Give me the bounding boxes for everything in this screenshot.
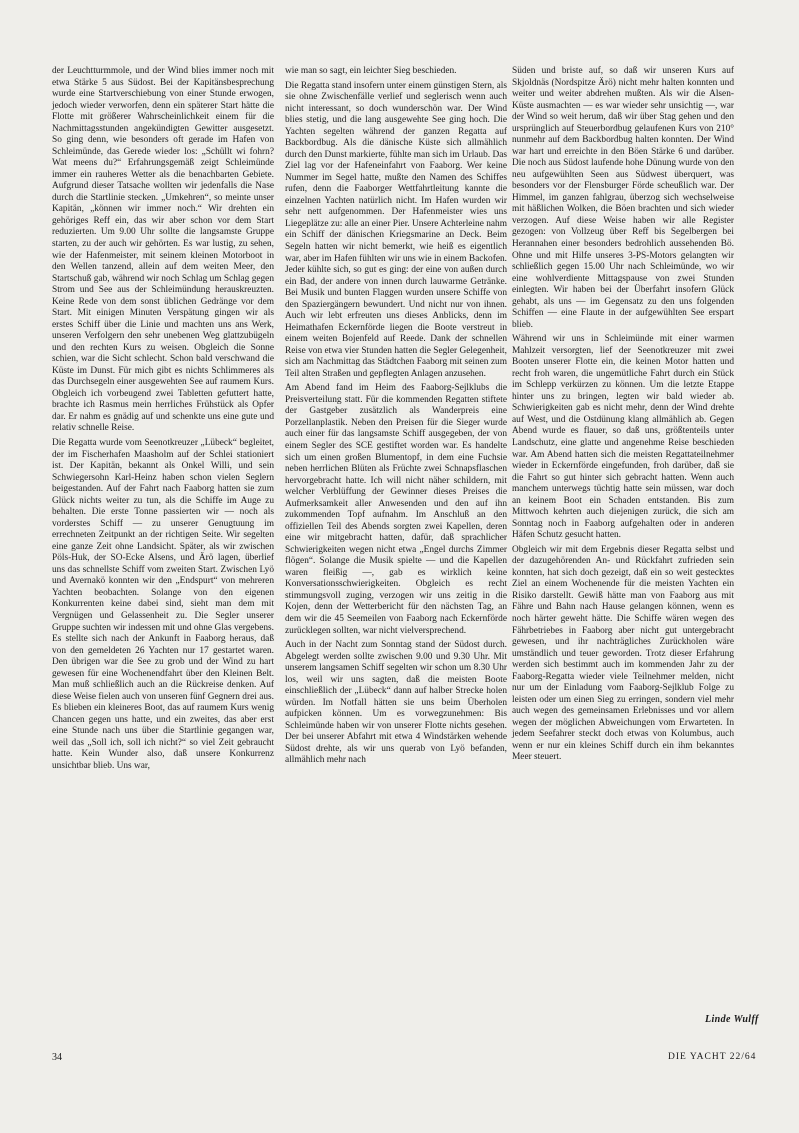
paragraph: Obgleich wir mit dem Ergebnis dieser Regatta selbst und der dazugehörenden An- und Rückfahrt zufrieden sein konnten, hat sich doch gezeigt, daß ein so weit gestecktes Ziel an einem Wochenende für die meisten Yachten ein Risiko darstellt. Gewiß hätte man von Faaborg aus mit Fähre und Bahn nach Hause gelangen können, wenn es noch härter geweht hätte. Die Schiffe wären wegen des Fährbetriebes in Faaborg aber nicht gut untergebracht gewesen, und ihr nachträgliches Zurückholen wäre umständlich und teuer geworden. Trotz dieser Erfahrung werden sich bestimmt auch im kommenden Jahr zu der Faaborg-Regatta wieder viele Teilnehmer melden, nicht nur um der Einladung vom Faaborg-Sejlklub Folge zu leisten oder um einen Sieg zu erringen, sondern viel mehr auch wegen des gemeinsamen Erlebnisses und vor allem wegen der möglichen Abweichungen vom Erwarteten. In jedem Seefahrer steckt doch etwas von Kolumbus, auch wenn er nur ein kleines Schiff durch ein ihm bekanntes Meer steuert.: [512, 544, 734, 763]
text-column-1: [52, 66, 274, 772]
paragraph: der Leuchtturmmole, und der Wind blies immer noch mit etwa Stärke 5 aus Südost. Bei der Kapitänsbesprechung wurde eine Startverschiebung von einer Stunde erwogen, jedoch wieder verworfen, denn ein späterer Start hätte die Flotte mit größerer Wahrscheinlichkeit einem für die Nachmittagsstunden angekündigten Gewitter ausgesetzt. So ging denn, wie besonders oft gerade im Hafen von Schleimünde, das Gerede wieder los: „Schüllt wi fohrn? Wat meens du?“ Erfahrungsgemäß zeigt Schleimünde immer ein rauheres Wetter als die benachbarten Gebiete. Aufgrund dieser Tatsache wollten wir jedenfalls die Nase durch die Startlinie stecken. „Umkehren“, so meinte unser Kapitän, „können wir immer noch.“ Wir drehten ein gehöriges Reff ein, das wir aber schon vor dem Start reduzierten. Um 9.00 Uhr sollte die langsamste Gruppe starten, zu der auch wir gehörten. Es war lustig, zu sehen, wie der Hafenmeister, mit seinem kleinen Motorboot in den Wellen tanzend, allein auf dem weiten Meer, den Startschuß gab, während wir noch Schlag um Schlag gegen Strom und See aus der Schleimündung herauskreuzten. Keine Rede von dem sonst üblichen Gedränge vor dem Start. Mit einigen Minuten Verspätung gingen wir als erstes Schiff über die Linie und machten uns ans Werk, unseren Verfolgern den sehr unebenen Weg glattzubügeln und den rechten Kurs zu weisen. Obgleich die Sonne schien, war die Sicht schlecht. Schon bald verschwand die Küste im Dunst. Für mich gibt es nichts Schlimmeres als das Durchsegeln einer ausgewehten See auf raumem Kurs. Obgleich ich vorbeugend zwei Tabletten gefuttert hatte, brachte ich Rasmus mein herrliches Frühstück als Opfer dar. Er nahm es gnädig auf und schenkte uns eine gute und relativ schnelle Reise.: [52, 66, 274, 434]
author-signature: Linde Wulff: [705, 1014, 759, 1025]
text-column-2: [285, 66, 507, 767]
paragraph: Auch in der Nacht zum Sonntag stand der Südost durch. Abgelegt werden sollte zwischen 9.00 und 9.30 Uhr. Mit unserem langsamen Schiff segelten wir schon um 8.30 Uhr los, weil wir uns sagten, daß die meisten Boote einschließlich der „Lübeck“ dann auf halber Strecke holen würden. Im Notfall hätten sie uns beim Überholen aufpicken können. Um es vorwegzunehmen: Bis Schleimünde haben wir von unserer Flotte nichts gesehen. Der bei unserer Abfahrt mit etwa 4 Windstärken wehende Südost drehte, als wir uns querab von Lyö befanden, allmählich mehr nach: [285, 640, 507, 766]
paragraph: Während wir uns in Schleimünde mit einer warmen Mahlzeit versorgten, lief der Seenotkreuzer mit zwei Booten unserer Flotte ein, die keinen Motor hatten und recht froh waren, die ungemütliche Fahrt durch ein Stück im Schlepp verkürzen zu können. Um die letzte Etappe hinter uns zu bringen, legten wir bald wieder ab. Schwierigkeiten gab es nicht mehr, denn der Wind drehte auf West, und die Ostdünung klang allmählich ab. Gegen Abend wurde es flauer, so daß uns, größtenteils unter Landschutz, eine glatte und angenehme Reise beschieden war. Am Abend hatten sich die meisten Regattateilnehmer wieder in Eckernförde eingefunden, froh darüber, daß sie die Fahrt so gut hinter sich gebracht hatten. Wenn auch manchem unterwegs tüchtig hatte sein müssen, war doch an keinem Boot ein Schaden entstanden. Bis zum Mittwoch kehrten auch diejenigen zurück, die sich am Sonntag noch in Faaborg aufgehalten oder in anderen Häfen Schutz gesucht hatten.: [512, 334, 734, 541]
page-number: 34: [52, 1052, 62, 1063]
paragraph: Die Regatta stand insofern unter einem günstigen Stern, als sie ohne Zwischenfälle verlief und seglerisch wenn auch nicht interessant, so doch wunderschön war. Der Wind blies stetig, und die lang ausgewehte See ging hoch. Die Yachten segelten während der ganzen Regatta auf Backbordbug. Als die dänische Küste sich allmählich durch den Dunst markierte, fühlte man sich im Urlaub. Das Ziel lag vor der Hafeneinfahrt von Faaborg. Wer keine Nummer im Segel hatte, mußte den Namen des Schiffes rufen, denn die Faaborger Wettfahrtleitung kannte die einzelnen Yachten natürlich nicht. Im Hafen wurden wir sehr nett aufgenommen. Der Hafenmeister wies uns Liegeplätze zu: alle an einer Pier. Unsere Achterleine nahm ein Schiff der dänischen Kriegsmarine an Deck. Beim Segeln hatten wir nicht bemerkt, wie heiß es eigentlich war, aber im Hafen fühlten wir uns wie in einem Backofen. Jeder kühlte sich, so gut es ging: der eine von außen durch ein Bad, der andere von innen durch lauwarme Getränke. Bei Musik und bunten Flaggen wurden unsere Schiffe von den Spaziergängern bewundert. Und nicht nur von ihnen. Auch wir lebt erfreuten uns dieses Anblicks, denn im Heimathafen Eckernförde liegen die Boote verstreut in einem weiten Bojenfeld auf Reede. Dank der schnellen Reise von etwa vier Stunden hatten die Segler Gelegenheit, sich am Nachmittag das Städtchen Faaborg mit seinen zum Teil alten Straßen und gepflegten Anlagen anzusehen.: [285, 80, 507, 379]
text-column-3: [512, 66, 734, 764]
magazine-issue: DIE YACHT 22/64: [668, 1052, 757, 1062]
paragraph: wie man so sagt, ein leichter Sieg beschieden.: [285, 66, 457, 76]
paragraph: Süden und briste auf, so daß wir unseren Kurs auf Skjoldnäs (Nordspitze Ärö) nicht mehr halten konnten und weiter und weiter abdrehen mußten. Als wir die Alsen-Küste ausmachten — es war wieder sehr unsichtig —, war der Wind so weit herum, daß wir über Stag gehen und den ursprünglich auf Steuerbordbug gelaufenen Kurs von 210° nunmehr auf dem Backbordbug halten konnten. Der Wind war hart und erreichte in den Böen Stärke 6 und darüber. Die noch aus Südost laufende hohe Dünung wurde von den neu aufgewühlten Seen aus Südwest überquert, was besonders vor der Flensburger Förde scheußlich war. Der Himmel, im ganzen fahlgrau, überzog sich wechselweise mit häßlichen Wolken, die Böen brachten und sich wieder verzogen. Auf diese Weise haben wir alle Register gezogen: von Vollzeug über Reff bis Segelbergen bei Herannahen einer besonders bedrohlich aussehenden Bö. Ohne und mit Hilfe unseres 3-PS-Motors gelangten wir schließlich gegen 15.00 Uhr nach Schleimünde, wo wir eine wohlverdiente Mittagspause von zwei Stunden einlegten. Wir haben bei der Überfahrt insofern Glück gehabt, als uns — im Gegensatz zu den uns folgenden Schiffen — eine Flaute in der aufgewühlten See erspart blieb.: [512, 66, 734, 330]
paragraph: Die Regatta wurde vom Seenotkreuzer „Lübeck“ begleitet, der im Fischerhafen Maasholm auf der Schlei stationiert ist. Der Kapitän, bekannt als Onkel Willi, und sein Schwiegersohn Karl-Heinz haben schon vielen Seglern beigestanden. Auf der Fahrt nach Faaborg hatten sie zum Glück nichts weiter zu tun, als die Schiffe im Auge zu behalten. Die erste Tonne passierten wir — noch als vorderstes Schiff — zu unserer Genugtuung im errechneten Zeitpunkt an der richtigen Seite. Wir segelten eine ganze Zeit ohne Landsicht. Später, als wir zwischen Pöls-Huk, der SO-Ecke Alsens, und Ärö lagen, überlief uns das schnellste Schiff vom zweiten Start. Zwischen Lyö und Avernakö konnten wir den „Endspurt“ von mehreren Yachten beobachten. Solange von den eigenen Konkurrenten keine dabei sind, sieht man dem mit Vergnügen und Gelassenheit zu. Die Segler unserer Gruppe suchten wir indessen mit und ohne Glas vergebens. Es stellte sich nach der Ankunft in Faaborg heraus, daß von den gemeldeten 26 Yachten nur 17 gestartet waren. Den übrigen war die See zu grob und der Wind zu hart gewesen für eine Wochenendfahrt über den Kleinen Belt. Man muß schließlich auch an die Rückreise denken. Auf diese Weise fielen auch von unseren fünf Gegnern drei aus. Es blieben ein kleineres Boot, das auf raumem Kurs wenig Chancen gegen uns hatte, und ein zweites, das aber erst eine Stunde nach uns über die Startlinie gegangen war, weil das „Soll ich, soll ich nicht?“ so viel Zeit gebraucht hatte. Kein Wunder also, daß unsere Konkurrenz unsichtbar blieb. Uns war,: [52, 438, 274, 771]
paragraph: Am Abend fand im Heim des Faaborg-Sejlklubs die Preisverteilung statt. Für die kommenden Regatten stiftete der Gastgeber zusätzlich als Wanderpreis eine Porzellanplastik. Neben den Preisen für die Sieger wurde auch einer für das langsamste Schiff ausgegeben, der von einem Segler des SCE gestiftet worden war. Es handelte sich um einen großen Blumentopf, in dem eine Fuchsie neben herrlichen Blüten als Früchte zwei Schnapsflaschen hervorgebracht hatte. Ich will nicht näher schildern, mit welcher Verblüffung der Gewinner dieses Preises die Aufmerksamkeit aller Anwesenden und den auf ihn zukommenden Topf aufnahm. Im Anschluß an den offiziellen Teil des Abends sorgten zwei Kapellen, deren eine wir mitgebracht hatten, dafür, daß sprachlicher Schwierigkeiten wegen nicht etwa „Engel durchs Zimmer flögen“. Solange die Musik spielte — und die Kapellen waren fleißig —, gab es wirklich keine Konversationsschwierigkeiten. Obgleich es recht stimmungsvoll zuging, verzogen wir uns zeitig in die Kojen, denn der Wetterbericht für den nächsten Tag, an dem wir die 45 Seemeilen von Faaborg nach Eckernförde zurücklegen sollten, war nicht vielversprechend.: [285, 383, 507, 636]
